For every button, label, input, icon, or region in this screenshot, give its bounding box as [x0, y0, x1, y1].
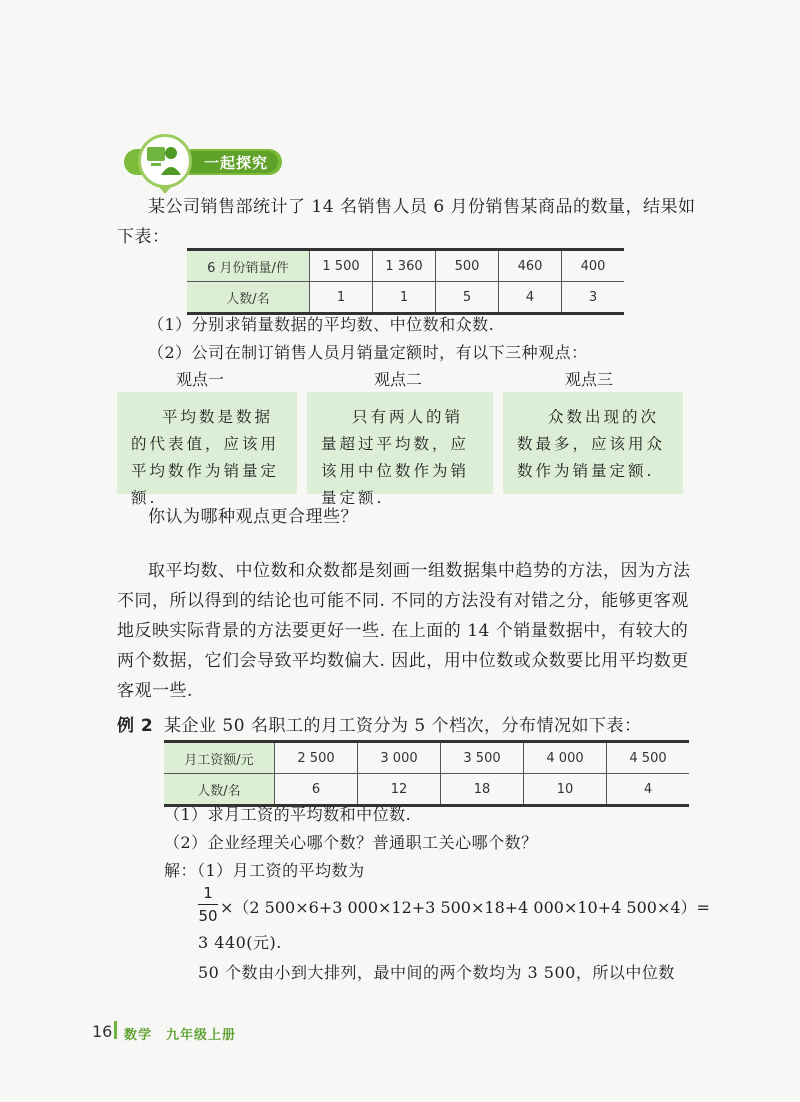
- example-question-2: （2）企业经理关心哪个数？普通职工关心哪个数？: [164, 833, 538, 852]
- question-2: （2）公司在制订销售人员月销量定额时，有以下三种观点：: [148, 343, 588, 362]
- solution-line-1: 解：（1）月工资的平均数为: [164, 861, 365, 880]
- example-question-1: （1）求月工资的平均数和中位数.: [164, 805, 412, 824]
- sales-value: 400: [562, 250, 625, 282]
- book-title: 数学 九年级上册: [124, 1028, 237, 1043]
- viewpoint-label-1: 观点一: [176, 370, 225, 389]
- wage-value: 3 500: [441, 742, 524, 774]
- ask-line: 你认为哪种观点更合理些？: [148, 507, 358, 527]
- wage-count: 6: [275, 774, 358, 806]
- question-1: （1）分别求销量数据的平均数、中位数和众数.: [148, 315, 495, 334]
- wage-header-1: 月工资额/元: [164, 742, 275, 774]
- sales-value: 460: [499, 250, 562, 282]
- wage-value: 2 500: [275, 742, 358, 774]
- sales-value: 500: [436, 250, 499, 282]
- wage-value: 4 500: [607, 742, 690, 774]
- sales-count: 1: [373, 282, 436, 314]
- footer-divider: [114, 1021, 117, 1039]
- para-line: 取平均数、中位数和众数都是刻画一组数据集中趋势的方法，因为方法: [148, 561, 691, 581]
- sales-value: 1 500: [310, 250, 373, 282]
- wage-count: 4: [607, 774, 690, 806]
- viewpoint-label-2: 观点二: [374, 370, 423, 389]
- para-line: 客观一些.: [117, 681, 193, 701]
- sales-count: 1: [310, 282, 373, 314]
- wage-count: 10: [524, 774, 607, 806]
- sales-count: 4: [499, 282, 562, 314]
- viewpoint-box-1: 平均数是数据的代表值，应该用平均数作为销量定额.: [117, 392, 297, 494]
- sales-value: 1 360: [373, 250, 436, 282]
- para-line: 地反映实际背景的方法要更好一些. 在上面的 14 个销量数据中，有较大的: [117, 621, 689, 641]
- people-icon: [138, 134, 192, 188]
- viewpoint-box-2: 只有两人的销量超过平均数，应该用中位数作为销量定额.: [307, 392, 493, 494]
- wage-value: 3 000: [358, 742, 441, 774]
- wage-count: 18: [441, 774, 524, 806]
- fraction-numerator: 1: [203, 884, 213, 902]
- example-text: 某企业 50 名职工的月工资分为 5 个档次，分布情况如下表：: [164, 716, 642, 736]
- solution-formula: ×（2 500×6+3 000×12+3 500×18+4 000×10+4 500×4）=: [220, 898, 710, 917]
- wage-count: 12: [358, 774, 441, 806]
- para-line: 两个数据，它们会导致平均数偏大. 因此，用中位数或众数要比用平均数更: [117, 651, 689, 671]
- page-number: 16: [92, 1022, 113, 1041]
- viewpoint-box-3: 众数出现的次数最多，应该用众数作为销量定额.: [503, 392, 683, 494]
- viewpoint-label-3: 观点三: [565, 370, 614, 389]
- sales-count: 3: [562, 282, 625, 314]
- para-line: 不同，所以得到的结论也可能不同. 不同的方法没有对错之分，能够更客观: [117, 591, 689, 611]
- wage-header-2: 人数/名: [164, 774, 275, 806]
- wage-table: [164, 740, 689, 807]
- sales-header-1: 6 月份销量/件: [187, 250, 310, 282]
- example-label: 例 2: [117, 716, 154, 736]
- solution-line-2: 50 个数由小到大排列，最中间的两个数均为 3 500，所以中位数: [198, 963, 675, 982]
- explore-title: 一起探究: [204, 154, 269, 172]
- fraction-denominator: 50: [198, 907, 218, 925]
- explore-badge: [114, 132, 284, 188]
- intro-line-1: 某公司销售部统计了 14 名销售人员 6 月份销售某商品的数量，结果如: [148, 197, 696, 217]
- solution-result: 3 440(元).: [198, 933, 282, 952]
- wage-value: 4 000: [524, 742, 607, 774]
- sales-count: 5: [436, 282, 499, 314]
- sales-table: [187, 248, 624, 315]
- sales-header-2: 人数/名: [187, 282, 310, 314]
- intro-line-2: 下表：: [117, 227, 170, 247]
- fraction: [198, 884, 218, 925]
